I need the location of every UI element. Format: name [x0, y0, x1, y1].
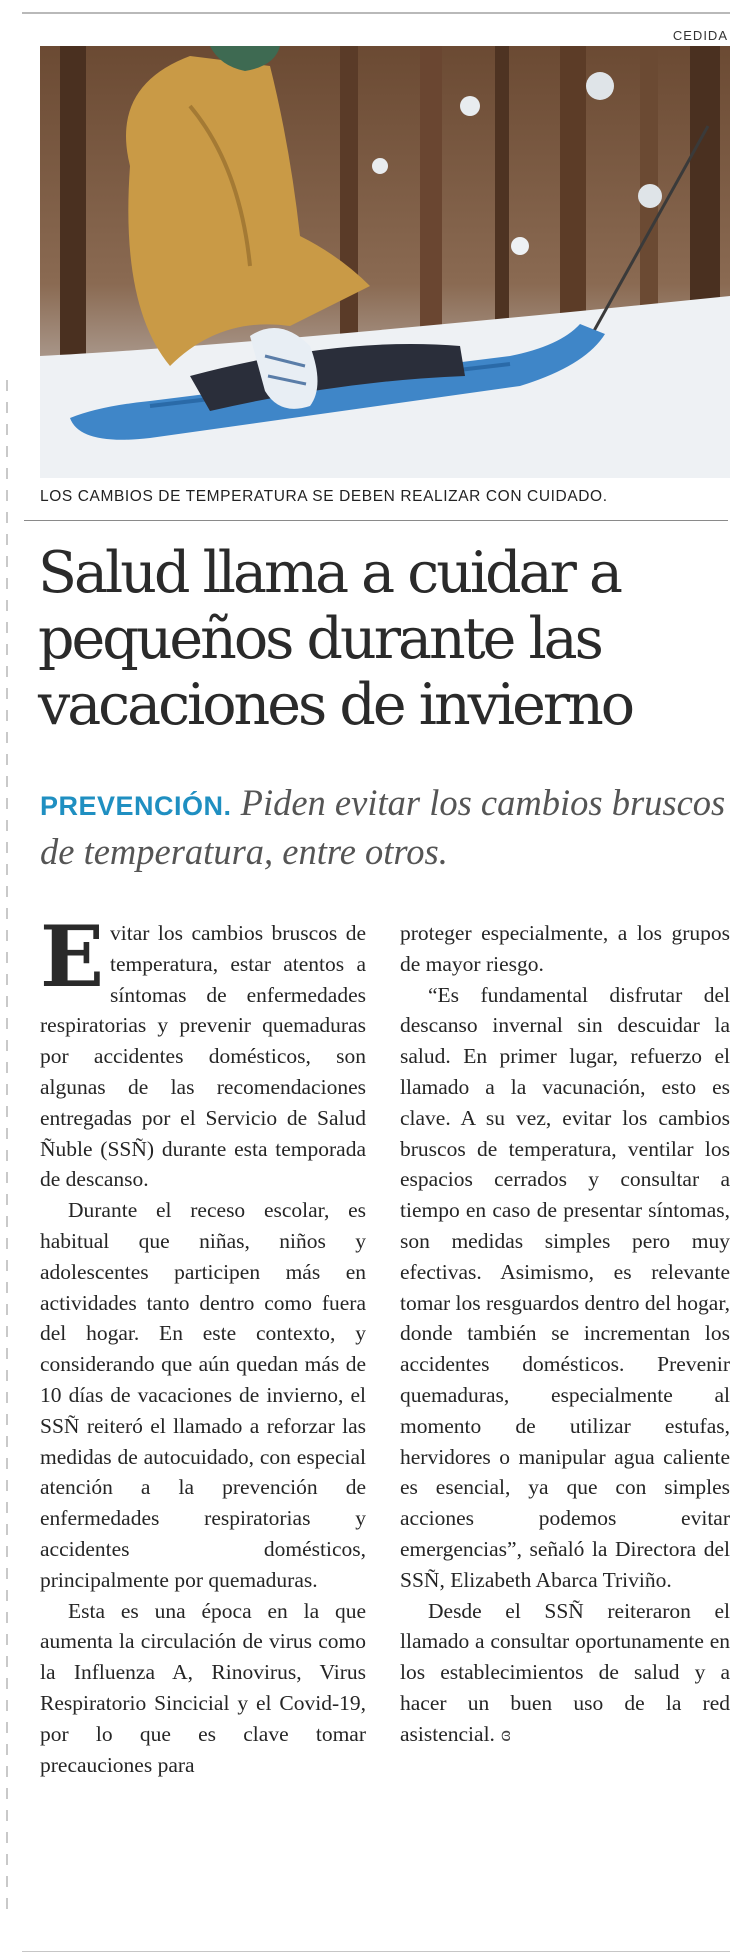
- paragraph-2: Durante el receso escolar, es habitual que niñas, niños y adolescentes participen más en actividades tanto dentro como fuera del hogar. En este contexto, y considerando que aún quedan más de 10 días de vacaciones de invierno, el SSÑ reiteró el llamado a reforzar las medidas de autocuidado, con especial atención a la prevención de enfermedades respiratorias y accidentes domésticos, principalmente por quemaduras.: [40, 1198, 366, 1592]
- headline-line-1: Salud llama a cuidar a: [38, 540, 620, 606]
- article-column-left: [40, 907, 366, 1780]
- article-photo: [40, 46, 730, 478]
- page-margin-dots: [6, 380, 8, 1920]
- bottom-rule: [22, 1951, 730, 1952]
- subhead-tag: PREVENCIÓN.: [40, 791, 232, 821]
- headline: [38, 540, 728, 738]
- photo-caption: LOS CAMBIOS DE TEMPERATURA SE DEBEN REALIZAR CON CUIDADO.: [40, 488, 608, 505]
- subhead-text: Piden evitar los cambios bruscos de temperatura, entre otros.: [40, 782, 726, 872]
- paragraph-1-text: vitar los cambios bruscos de temperatura, estar atentos a síntomas de enfermedades respiratorias y prevenir quemaduras por accidentes domésticos, son algunas de las recomendaciones entregadas por el Servicio de Salud Ñuble (SSÑ) durante esta temporada de descanso.: [40, 921, 366, 1192]
- photo-credit: CEDIDA: [672, 28, 728, 43]
- paragraph-3: Esta es una época en la que aumenta la circulación de virus como la Influenza A, Rinovirus, Virus Respiratorio Sincicial y el Covid-19, por lo que es clave tomar precauciones para: [40, 1598, 366, 1777]
- paragraph-1: [40, 907, 366, 1195]
- paragraph-4-quote: “Es fundamental disfrutar del descanso invernal sin descuidar la salud. En primer lugar, refuerzo el llamado a la vacunación, esto es clave. A su vez, evitar los cambios bruscos de temperatura, ventilar los espacios cerrados y consultar a tiempo en caso de presentar síntomas, son medidas simples pero muy efectivas. Asimismo, es relevante tomar los resguardos dentro del hogar, donde también se incrementan los accidentes domésticos. Prevenir quemaduras, especialmente al momento de utilizar estufas, hervidores o manipular agua caliente es esencial, ya que con simples acciones podemos evitar emergencias”, señaló la Directora del SSÑ, Elizabeth Abarca Triviño.: [400, 982, 730, 1592]
- headline-line-2: pequeños durante las: [38, 606, 601, 672]
- caption-divider: [24, 520, 728, 521]
- article-column-right: [400, 918, 730, 1750]
- subheadline: [40, 780, 730, 875]
- top-rule: [22, 12, 730, 14]
- headline-line-3: vacaciones de invierno: [38, 672, 633, 738]
- paragraph-5: [400, 1596, 730, 1750]
- sledding-child-image: [40, 46, 730, 478]
- paragraph-5-text: Desde el SSÑ reiteraron el llamado a consultar oportunamente en los establecimientos de salud y a hacer un buen uso de la red asistencial.: [400, 1598, 730, 1746]
- drop-cap: E: [40, 907, 105, 1006]
- paragraph-3-continued: proteger especialmente, a los grupos de mayor riesgo.: [400, 921, 730, 976]
- end-mark-icon: ɞ: [500, 1720, 511, 1746]
